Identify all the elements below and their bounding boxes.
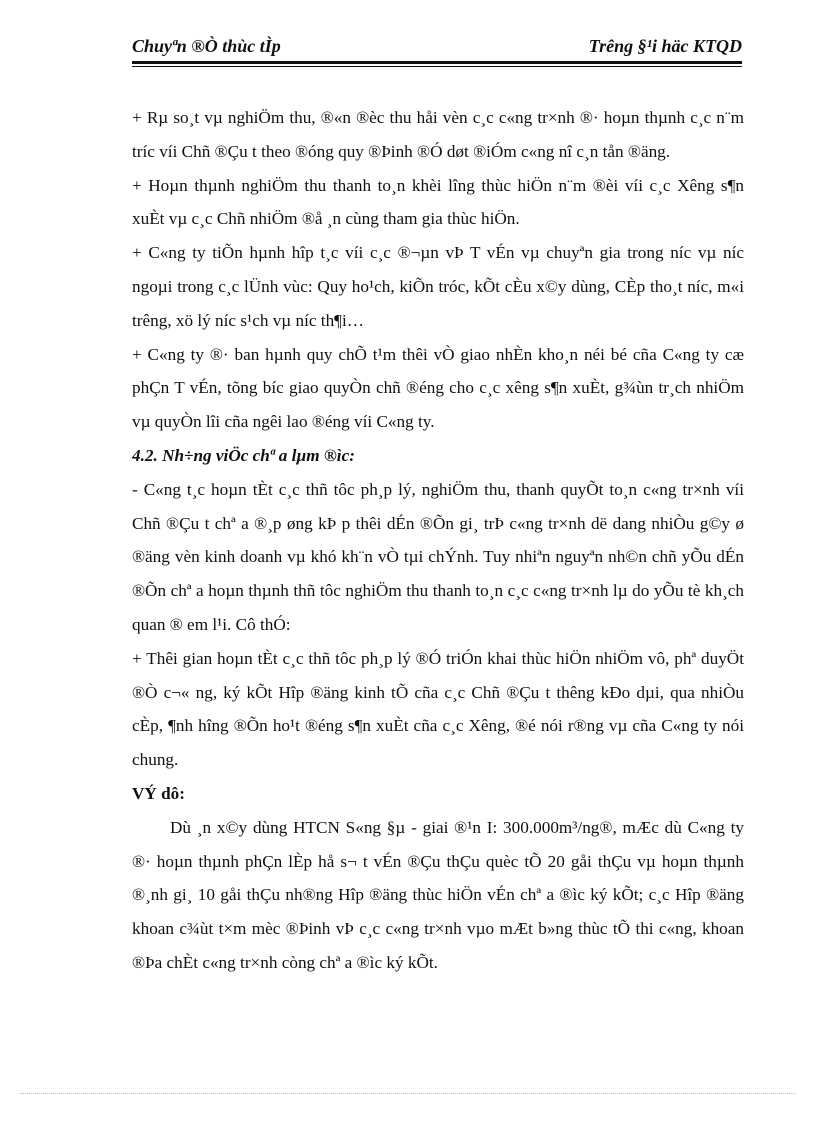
paragraph: + C«ng ty tiÕn hµnh hîp t¸c víi c¸c ®¬µn vÞ T vÉn vµ chuyªn gia trong níc vµ níc ngoµi trong c¸c lÜnh vùc: Quy ho¹ch, kiÕn tróc, kÕt cÈu x©y dùng, CÈp tho¸t níc, m«i trêng, xö lý níc s¹ch vµ níc th¶i… <box>132 243 744 330</box>
section-heading: 4.2. Nh÷ng viÖc chª a lµm ®ìc: <box>132 445 355 465</box>
paragraph: + C«ng ty ®· ban hµnh quy chÕ t¹m thêi vÒ giao nhÈn kho¸n néi bé cña C«ng ty cæ phÇn T vÉn, tõng bíc giao quyÒn chñ ®éng cho c¸c xêng s¶n xuÈt, g¾ùn tr¸ch nhiÖm vµ quyÒn lîi cña ngêi lao ®éng víi C«ng ty. <box>132 344 744 432</box>
example-paragraph: Dù ¸n x©y dùng HTCN S«ng §µ - giai ®¹n I: 300.000m³/ng®, mÆc dù C«ng ty ®· hoµn thµnh phÇn lÈp hå s¬ t vÉn ®Çu thÇu quèc tÕ 20 gåi thÇu vµ hoµn thµnh ®¸nh gi¸ 10 gåi thÇu nh®ng Hîp ®äng thùc hiÖn vÉn chª a ®ìc ký kÕt; c¸c Hîp ®äng khoan c¾ùt t×m mèc ®Þinh vÞ c¸c c«ng tr×nh vµo mÆt b»ng thùc tÕ thi c«ng, khoan ®Þa chÈt c«ng tr×nh còng chª a ®ìc ký kÕt. <box>132 817 744 972</box>
footer-divider <box>20 1093 796 1094</box>
paragraph: + Rµ so¸t vµ nghiÖm thu, ®«n ®èc thu håi vèn c¸c c«ng tr×nh ®· hoµn thµnh c¸c n¨m tríc víi Chñ ®Çu t theo ®óng quy ®Þinh ®Ó døt ®iÓm c«ng nî c¸n tån ®äng. <box>132 108 744 161</box>
header-right-title: Trêng §¹i häc KTQD <box>588 36 742 56</box>
page-header <box>132 36 742 62</box>
header-rule-thick <box>132 61 742 64</box>
example-label: VÝ dô: <box>132 783 185 803</box>
paragraph: + Hoµn thµnh nghiÖm thu thanh to¸n khèi lîng thùc hiÖn n¨m ®èi víi c¸c Xêng s¶n xuÈt vµ c¸c Chñ nhiÖm ®å ¸n cùng tham gia thùc hiÖn. <box>132 175 744 229</box>
header-left-title: Chuyªn ®Ò thùc tÌp <box>132 36 281 56</box>
page-body <box>132 101 744 980</box>
header-rule-thin <box>132 66 742 67</box>
paragraph: - C«ng t¸c hoµn tÈt c¸c thñ tôc ph¸p lý, nghiÖm thu, thanh quyÕt to¸n c«ng tr×nh víi Chñ ®Çu t chª a ®¸p øng kÞ p thêi dÉn ®Õn gi¸ trÞ c«ng tr×nh dë dang nhiÒu g©y ø ®äng vèn kinh doanh vµ khó kh¨n vÒ tµi chÝnh. Tuy nhiªn nguyªn nh©n chñ yÕu dÉn ®Õn chª a hoµn thµnh thñ tôc nghiÖm thu thanh to¸n c¸c c«ng tr×nh lµ do yÕu tè kh¸ch quan ® em l¹i. Cô thÓ: <box>132 479 744 634</box>
paragraph: + Thêi gian hoµn tÈt c¸c thñ tôc ph¸p lý ®Ó triÓn khai thùc hiÖn nhiÖm vô, phª duyÖt ®Ò c¬« ng, ký kÕt Hîp ®äng kinh tÕ cña c¸c Chñ ®Çu t thêng kÐo dµi, qua nhiÒu cÈp, ¶nh hîng ®Õn ho¹t ®éng s¶n xuÈt cña c¸c Xêng, ®é nói r®ng vµ cña C«ng ty nói chung. <box>132 648 744 770</box>
